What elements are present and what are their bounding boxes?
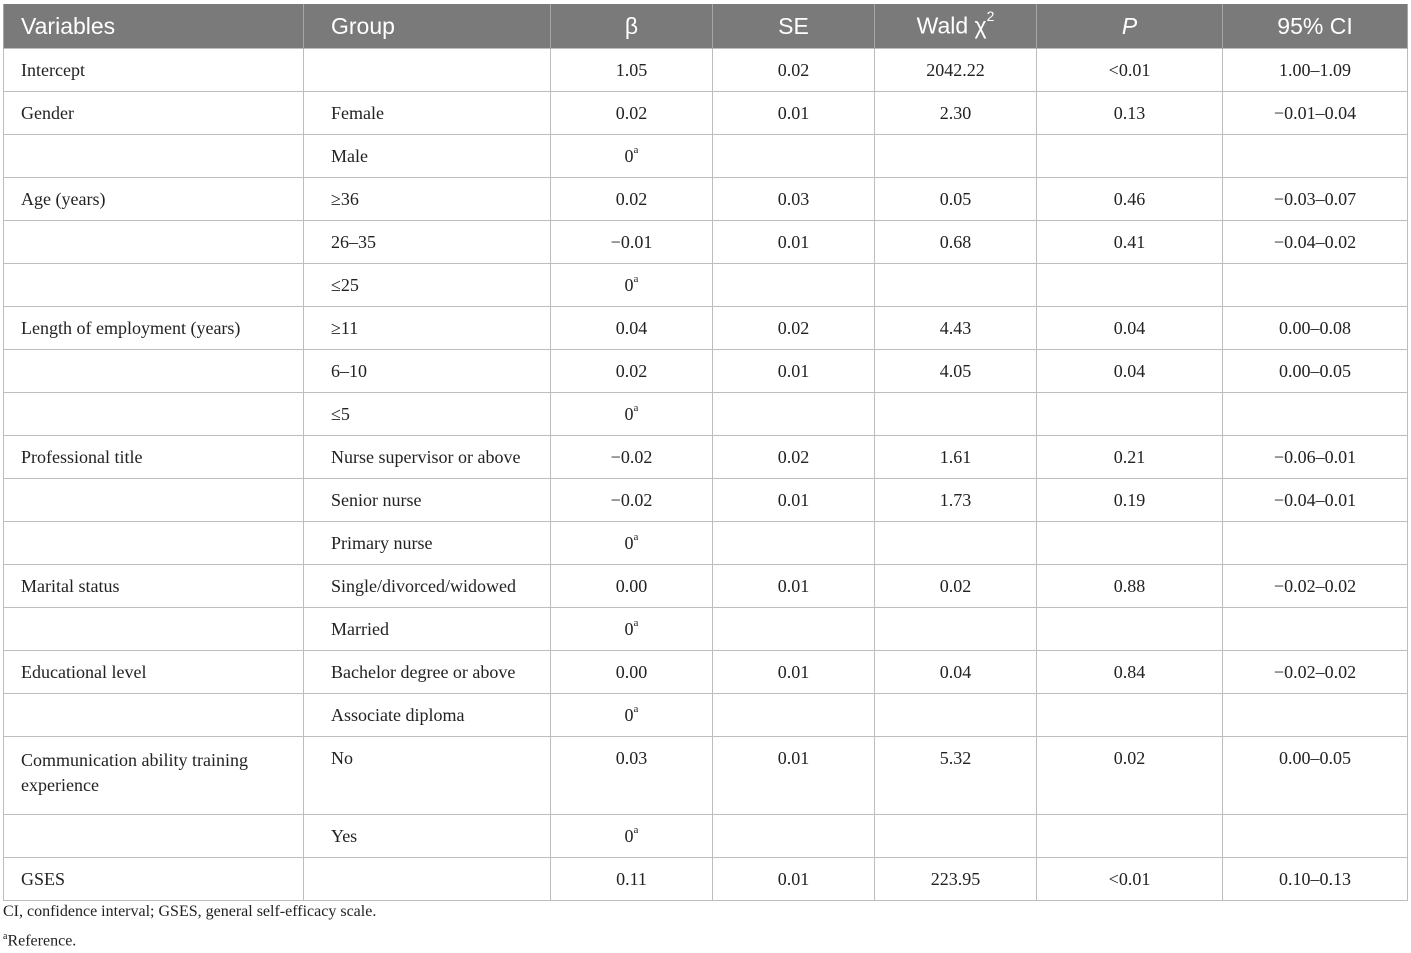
cell-wald: 1.61 (875, 436, 1037, 479)
cell-se: 0.03 (713, 178, 875, 221)
cell-beta: 0.00 (551, 565, 713, 608)
table-row (4, 135, 1408, 178)
cell-group: Single/divorced/widowed (304, 565, 551, 608)
cell-se (713, 522, 875, 565)
cell-p (1037, 522, 1223, 565)
cell-p: 0.04 (1037, 307, 1223, 350)
cell-ci: 0.00–0.05 (1223, 350, 1408, 393)
cell-beta: 0.02 (551, 92, 713, 135)
cell-variable (4, 393, 304, 436)
table-row (4, 393, 1408, 436)
table-row (4, 221, 1408, 264)
cell-wald (875, 393, 1037, 436)
regression-table (3, 4, 1408, 901)
cell-p: 0.02 (1037, 737, 1223, 815)
table-header (4, 4, 1408, 49)
table-body (4, 49, 1408, 901)
cell-group: 6–10 (304, 350, 551, 393)
header-p: P (1037, 4, 1223, 49)
cell-wald (875, 522, 1037, 565)
cell-ci: 0.00–0.05 (1223, 737, 1408, 815)
table-row (4, 815, 1408, 858)
cell-ci (1223, 135, 1408, 178)
cell-p (1037, 135, 1223, 178)
cell-variable: GSES (4, 858, 304, 901)
cell-p: 0.13 (1037, 92, 1223, 135)
cell-wald: 0.02 (875, 565, 1037, 608)
cell-p (1037, 815, 1223, 858)
cell-p: 0.04 (1037, 350, 1223, 393)
cell-se: 0.01 (713, 737, 875, 815)
cell-ci: −0.02–0.02 (1223, 651, 1408, 694)
cell-variable: Length of employment (years) (4, 307, 304, 350)
table-row (4, 651, 1408, 694)
cell-variable (4, 522, 304, 565)
cell-beta: 0.11 (551, 858, 713, 901)
cell-wald (875, 264, 1037, 307)
cell-se: 0.01 (713, 651, 875, 694)
cell-se (713, 608, 875, 651)
table-footnotes (3, 899, 376, 953)
reference-marker: a (633, 272, 639, 285)
cell-wald: 223.95 (875, 858, 1037, 901)
cell-group: Female (304, 92, 551, 135)
cell-group: Yes (304, 815, 551, 858)
cell-group: Nurse supervisor or above (304, 436, 551, 479)
cell-variable: Age (years) (4, 178, 304, 221)
table-row (4, 858, 1408, 901)
cell-wald: 0.68 (875, 221, 1037, 264)
cell-beta: 0$^a$ (551, 135, 713, 178)
cell-wald: 1.73 (875, 479, 1037, 522)
cell-se: 0.01 (713, 565, 875, 608)
cell-group: Associate diploma (304, 694, 551, 737)
cell-ci (1223, 815, 1408, 858)
cell-beta: 1.05 (551, 49, 713, 92)
cell-wald: 2042.22 (875, 49, 1037, 92)
cell-p: 0.84 (1037, 651, 1223, 694)
cell-ci: −0.04–0.02 (1223, 221, 1408, 264)
cell-group: ≥36 (304, 178, 551, 221)
cell-p: 0.88 (1037, 565, 1223, 608)
cell-group: Primary nurse (304, 522, 551, 565)
header-group: Group (304, 4, 551, 49)
cell-p: <0.01 (1037, 858, 1223, 901)
reference-marker: a (633, 616, 639, 629)
cell-beta: −0.02 (551, 479, 713, 522)
cell-wald (875, 135, 1037, 178)
reference-marker: a (633, 530, 639, 543)
cell-se: 0.02 (713, 307, 875, 350)
reference-marker: a (633, 401, 639, 414)
table-row (4, 694, 1408, 737)
cell-ci (1223, 393, 1408, 436)
cell-p: <0.01 (1037, 49, 1223, 92)
cell-wald: 4.43 (875, 307, 1037, 350)
cell-se: 0.01 (713, 479, 875, 522)
cell-se: 0.02 (713, 436, 875, 479)
cell-group: Senior nurse (304, 479, 551, 522)
cell-variable: Professional title (4, 436, 304, 479)
cell-ci: −0.02–0.02 (1223, 565, 1408, 608)
table-row (4, 307, 1408, 350)
header-se: SE (713, 4, 875, 49)
footnote-abbreviations: CI, confidence interval; GSES, general self-efficacy scale. (3, 903, 377, 920)
cell-variable (4, 694, 304, 737)
cell-p (1037, 393, 1223, 436)
cell-group: Bachelor degree or above (304, 651, 551, 694)
cell-ci: 0.10–0.13 (1223, 858, 1408, 901)
cell-variable: Educational level (4, 651, 304, 694)
reference-marker: a (633, 143, 639, 156)
reference-marker: a (633, 702, 639, 715)
cell-ci: −0.04–0.01 (1223, 479, 1408, 522)
cell-variable (4, 479, 304, 522)
reference-marker: a (633, 823, 639, 836)
cell-variable: Intercept (4, 49, 304, 92)
cell-p: 0.41 (1037, 221, 1223, 264)
cell-se (713, 264, 875, 307)
cell-beta: 0$^a$ (551, 608, 713, 651)
cell-ci: 1.00–1.09 (1223, 49, 1408, 92)
cell-ci (1223, 264, 1408, 307)
cell-beta: 0.03 (551, 737, 713, 815)
cell-p: 0.46 (1037, 178, 1223, 221)
cell-beta: 0$^a$ (551, 393, 713, 436)
cell-group (304, 49, 551, 92)
header-ci: 95% CI (1223, 4, 1408, 49)
table-row (4, 522, 1408, 565)
cell-ci (1223, 522, 1408, 565)
table-row (4, 479, 1408, 522)
cell-se: 0.01 (713, 221, 875, 264)
table-row (4, 92, 1408, 135)
cell-variable (4, 815, 304, 858)
cell-beta: 0$^a$ (551, 694, 713, 737)
cell-p (1037, 694, 1223, 737)
cell-group (304, 858, 551, 901)
table-row (4, 350, 1408, 393)
cell-variable (4, 350, 304, 393)
cell-wald (875, 815, 1037, 858)
table-row (4, 49, 1408, 92)
cell-group: No (304, 737, 551, 815)
table-row (4, 608, 1408, 651)
cell-ci: −0.01–0.04 (1223, 92, 1408, 135)
cell-variable (4, 135, 304, 178)
cell-p: 0.21 (1037, 436, 1223, 479)
cell-variable (4, 264, 304, 307)
cell-se (713, 393, 875, 436)
table-row (4, 565, 1408, 608)
cell-se: 0.01 (713, 92, 875, 135)
cell-p: 0.19 (1037, 479, 1223, 522)
cell-group: ≤25 (304, 264, 551, 307)
cell-group: Male (304, 135, 551, 178)
regression-table-container (3, 4, 1407, 901)
cell-wald: 0.05 (875, 178, 1037, 221)
header-beta: β (551, 4, 713, 49)
cell-se: 0.02 (713, 49, 875, 92)
cell-beta: 0.00 (551, 651, 713, 694)
table-row (4, 178, 1408, 221)
cell-ci: −0.03–0.07 (1223, 178, 1408, 221)
cell-se: 0.01 (713, 858, 875, 901)
header-variables: Variables (4, 4, 304, 49)
cell-beta: −0.02 (551, 436, 713, 479)
cell-wald: 5.32 (875, 737, 1037, 815)
cell-group: 26–35 (304, 221, 551, 264)
cell-p (1037, 264, 1223, 307)
cell-beta: 0$^a$ (551, 264, 713, 307)
cell-variable (4, 608, 304, 651)
cell-ci: −0.06–0.01 (1223, 436, 1408, 479)
table-row (4, 737, 1408, 815)
cell-ci: 0.00–0.08 (1223, 307, 1408, 350)
cell-se (713, 135, 875, 178)
table-row (4, 264, 1408, 307)
cell-p (1037, 608, 1223, 651)
cell-beta: 0.02 (551, 178, 713, 221)
cell-se (713, 815, 875, 858)
cell-beta: −0.01 (551, 221, 713, 264)
cell-wald (875, 694, 1037, 737)
cell-beta: 0$^a$ (551, 522, 713, 565)
table-row (4, 436, 1408, 479)
cell-se (713, 694, 875, 737)
header-wald: Wald $\chi^2$ (875, 4, 1037, 49)
cell-group: Married (304, 608, 551, 651)
cell-variable: Marital status (4, 565, 304, 608)
cell-wald (875, 608, 1037, 651)
cell-beta: 0.04 (551, 307, 713, 350)
footnote-reference: $^a$Reference. (3, 931, 77, 950)
cell-beta: 0.02 (551, 350, 713, 393)
cell-wald: 4.05 (875, 350, 1037, 393)
cell-group: ≥11 (304, 307, 551, 350)
cell-variable (4, 221, 304, 264)
cell-ci (1223, 608, 1408, 651)
cell-variable: Communication ability training experience (4, 737, 304, 815)
cell-wald: 0.04 (875, 651, 1037, 694)
cell-beta: 0$^a$ (551, 815, 713, 858)
cell-group: ≤5 (304, 393, 551, 436)
header-row (4, 4, 1408, 49)
cell-se: 0.01 (713, 350, 875, 393)
cell-wald: 2.30 (875, 92, 1037, 135)
cell-ci (1223, 694, 1408, 737)
cell-variable: Gender (4, 92, 304, 135)
